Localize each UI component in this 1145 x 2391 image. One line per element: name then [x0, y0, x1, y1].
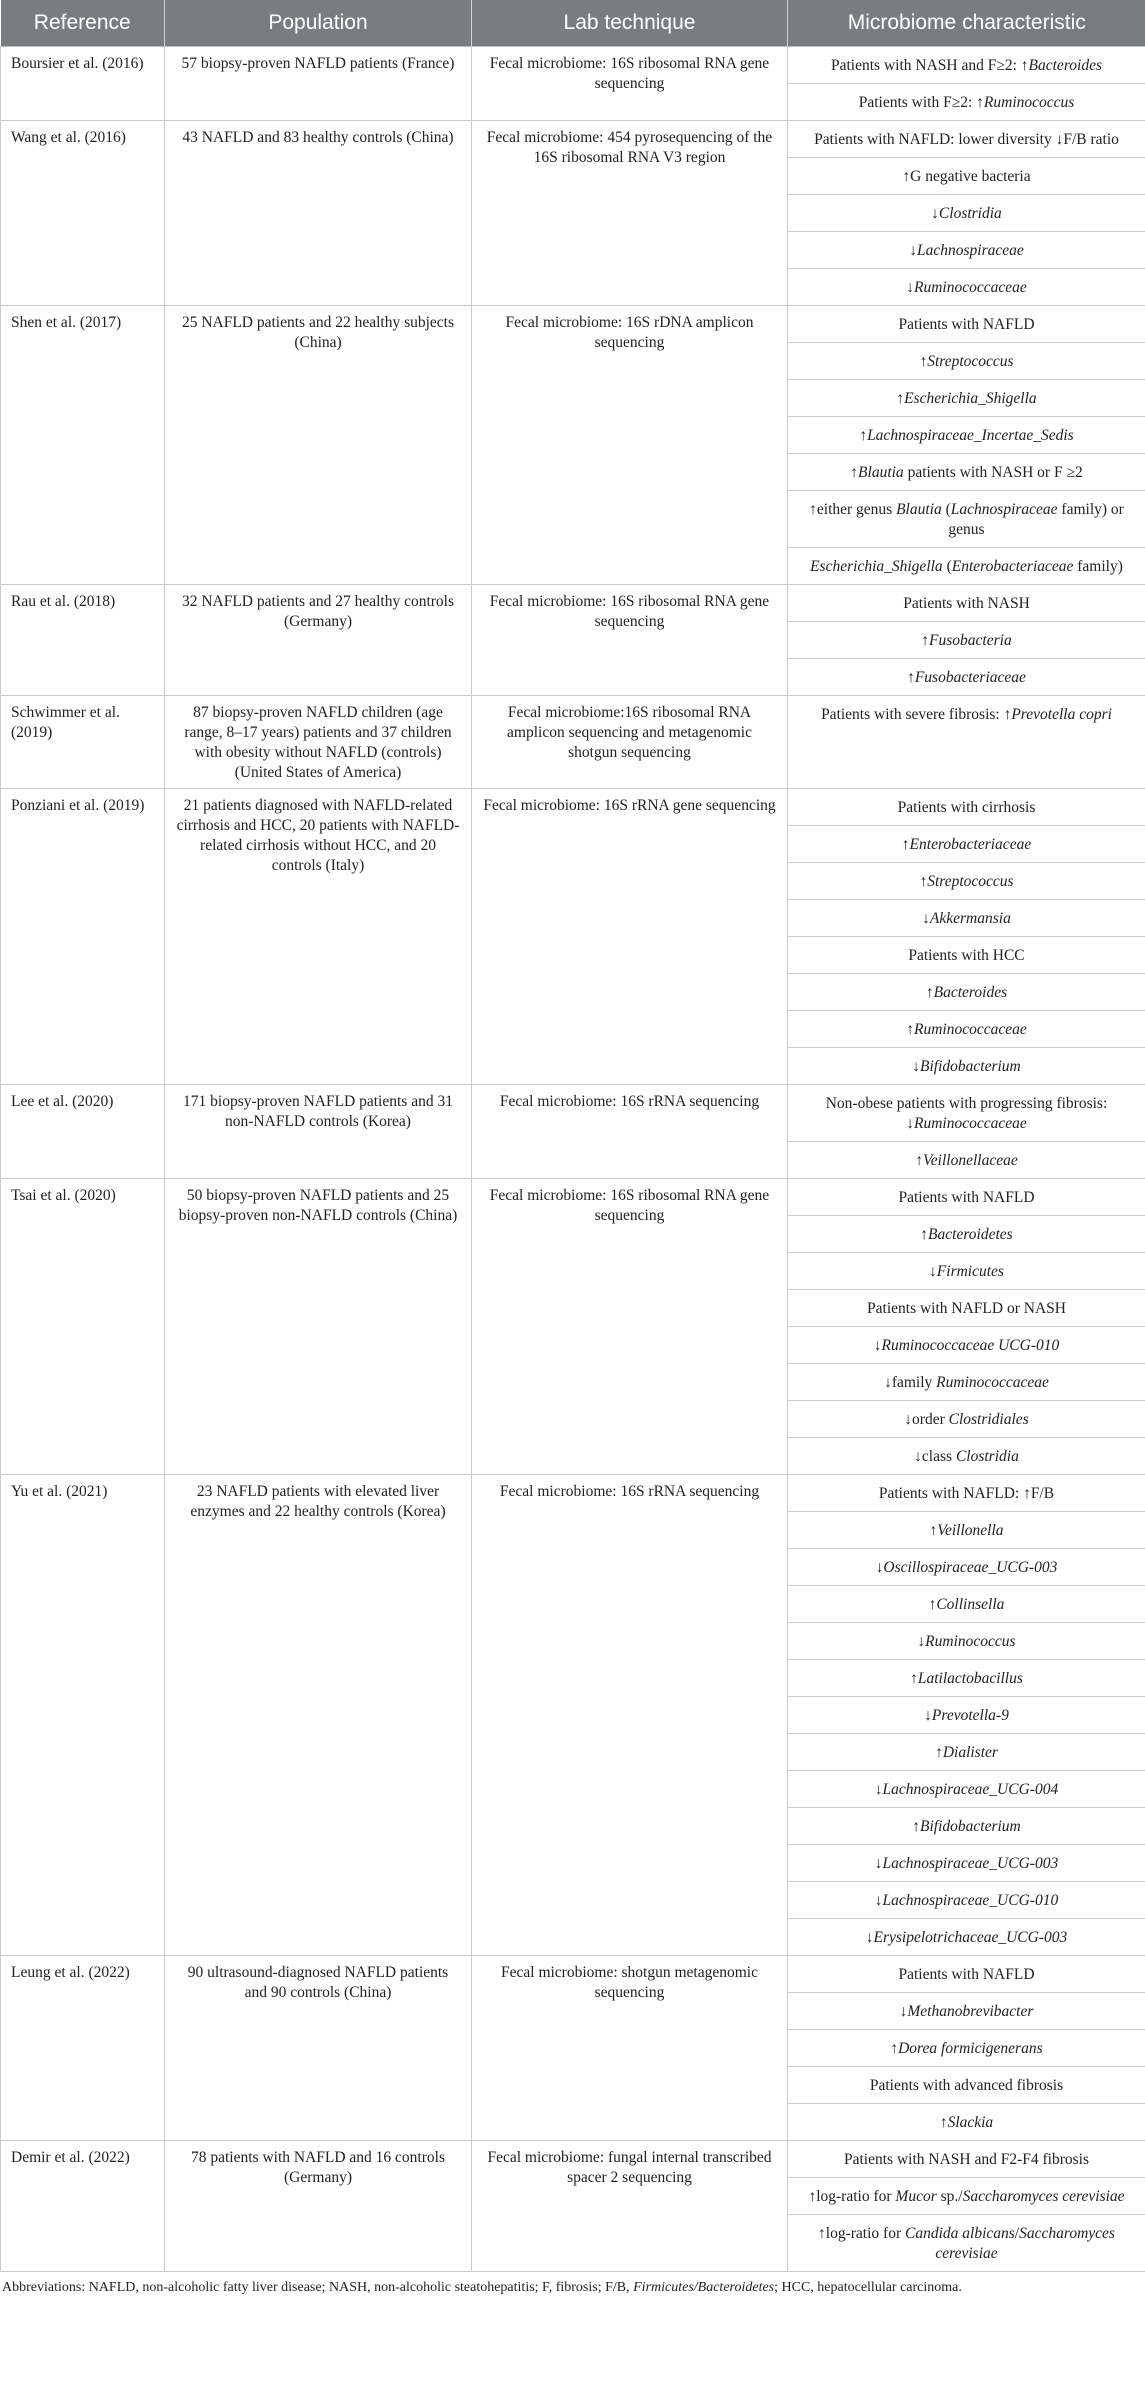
lab-technique-cell: Fecal microbiome: fungal internal transcribed spacer 2 sequencing — [472, 2141, 788, 2272]
table-row — [1, 1475, 1145, 1512]
reference-cell: Demir et al. (2022) — [1, 2141, 165, 2272]
microbiome-finding-cell: ↑Slackia — [788, 2104, 1145, 2141]
lab-technique-cell: Fecal microbiome:16S ribosomal RNA amplicon sequencing and metagenomic shotgun sequencing — [472, 696, 788, 789]
microbiome-finding-cell: ↑Enterobacteriaceae — [788, 826, 1145, 863]
lab-technique-cell: Fecal microbiome: 16S ribosomal RNA gene sequencing — [472, 1179, 788, 1475]
population-cell: 78 patients with NAFLD and 16 controls (Germany) — [165, 2141, 472, 2272]
reference-cell: Ponziani et al. (2019) — [1, 789, 165, 1085]
microbiome-finding-cell: ↑Dialister — [788, 1734, 1145, 1771]
reference-cell: Boursier et al. (2016) — [1, 47, 165, 121]
table-row — [1, 1956, 1145, 1993]
microbiome-finding-cell: ↑Veillonella — [788, 1512, 1145, 1549]
microbiome-finding-cell: ↑G negative bacteria — [788, 158, 1145, 195]
microbiome-finding-cell: Patients with NASH and F≥2: ↑Bacteroides — [788, 47, 1145, 84]
microbiome-finding-cell: Patients with NASH and F2-F4 fibrosis — [788, 2141, 1145, 2178]
microbiome-finding-cell: ↑Latilactobacillus — [788, 1660, 1145, 1697]
population-cell: 87 biopsy-proven NAFLD children (age range, 8–17 years) patients and 37 children with obesity without NAFLD (controls) (United States of America) — [165, 696, 472, 789]
population-cell: 171 biopsy-proven NAFLD patients and 31 non-NAFLD controls (Korea) — [165, 1085, 472, 1179]
microbiome-finding-cell: ↑Dorea formicigenerans — [788, 2030, 1145, 2067]
microbiome-finding-cell: ↑either genus Blautia (Lachnospiraceae family) or genus — [788, 491, 1145, 548]
lab-technique-cell: Fecal microbiome: 16S rDNA amplicon sequencing — [472, 306, 788, 585]
microbiome-finding-cell: Patients with severe fibrosis: ↑Prevotella copri — [788, 696, 1145, 789]
microbiome-finding-cell: Non-obese patients with progressing fibrosis: ↓Ruminococcaceae — [788, 1085, 1145, 1142]
microbiome-finding-cell: ↓Bifidobacterium — [788, 1048, 1145, 1085]
microbiome-finding-cell: ↓Lachnospiraceae_UCG-010 — [788, 1882, 1145, 1919]
microbiome-finding-cell: ↑Ruminococcaceae — [788, 1011, 1145, 1048]
lab-technique-cell: Fecal microbiome: 454 pyrosequencing of the 16S ribosomal RNA V3 region — [472, 121, 788, 306]
microbiome-finding-cell: ↑log-ratio for Mucor sp./Saccharomyces cerevisiae — [788, 2178, 1145, 2215]
reference-cell: Rau et al. (2018) — [1, 585, 165, 696]
table-row — [1, 1085, 1145, 1142]
table-header — [1, 0, 1145, 47]
microbiome-finding-cell: ↑Bacteroides — [788, 974, 1145, 1011]
lab-technique-cell: Fecal microbiome: 16S rRNA sequencing — [472, 1475, 788, 1956]
table-row — [1, 121, 1145, 158]
microbiome-finding-cell: ↓Clostridia — [788, 195, 1145, 232]
microbiome-finding-cell: ↓Lachnospiraceae — [788, 232, 1145, 269]
header-population: Population — [165, 0, 472, 47]
microbiome-finding-cell: ↑Veillonellaceae — [788, 1142, 1145, 1179]
microbiome-finding-cell: ↓Ruminococcaceae — [788, 269, 1145, 306]
population-cell: 50 biopsy-proven NAFLD patients and 25 biopsy-proven non-NAFLD controls (China) — [165, 1179, 472, 1475]
microbiome-finding-cell: Escherichia_Shigella (Enterobacteriaceae family) — [788, 548, 1145, 585]
header-reference: Reference — [1, 0, 165, 47]
population-cell: 90 ultrasound-diagnosed NAFLD patients and 90 controls (China) — [165, 1956, 472, 2141]
microbiome-finding-cell: Patients with NAFLD: lower diversity ↓F/B ratio — [788, 121, 1145, 158]
microbiome-finding-cell: ↑Fusobacteriaceae — [788, 659, 1145, 696]
header-microbiome-characteristic: Microbiome characteristic — [788, 0, 1145, 47]
lab-technique-cell: Fecal microbiome: 16S ribosomal RNA gene sequencing — [472, 585, 788, 696]
reference-cell: Lee et al. (2020) — [1, 1085, 165, 1179]
lab-technique-cell: Fecal microbiome: 16S rRNA gene sequencing — [472, 789, 788, 1085]
microbiome-finding-cell: ↑Collinsella — [788, 1586, 1145, 1623]
microbiome-finding-cell: ↑Bifidobacterium — [788, 1808, 1145, 1845]
reference-cell: Leung et al. (2022) — [1, 1956, 165, 2141]
microbiome-finding-cell: Patients with NAFLD — [788, 1956, 1145, 1993]
microbiome-finding-cell: Patients with HCC — [788, 937, 1145, 974]
microbiome-finding-cell: Patients with NAFLD — [788, 306, 1145, 343]
microbiome-finding-cell: ↓Lachnospiraceae_UCG-003 — [788, 1845, 1145, 1882]
population-cell: 57 biopsy-proven NAFLD patients (France) — [165, 47, 472, 121]
population-cell: 21 patients diagnosed with NAFLD-related cirrhosis and HCC, 20 patients with NAFLD-related cirrhosis without HCC, and 20 controls (Italy) — [165, 789, 472, 1085]
table-row — [1, 789, 1145, 826]
microbiome-finding-cell: Patients with NASH — [788, 585, 1145, 622]
population-cell: 43 NAFLD and 83 healthy controls (China) — [165, 121, 472, 306]
microbiome-finding-cell: Patients with NAFLD: ↑F/B — [788, 1475, 1145, 1512]
reference-cell: Tsai et al. (2020) — [1, 1179, 165, 1475]
population-cell: 23 NAFLD patients with elevated liver enzymes and 22 healthy controls (Korea) — [165, 1475, 472, 1956]
microbiome-finding-cell: ↓Lachnospiraceae_UCG-004 — [788, 1771, 1145, 1808]
header-lab-technique: Lab technique — [472, 0, 788, 47]
microbiome-finding-cell: ↓Erysipelotrichaceae_UCG-003 — [788, 1919, 1145, 1956]
header-row — [1, 0, 1145, 47]
reference-cell: Yu et al. (2021) — [1, 1475, 165, 1956]
microbiome-finding-cell: ↑Lachnospiraceae_Incertae_Sedis — [788, 417, 1145, 454]
microbiome-finding-cell: ↑Blautia patients with NASH or F ≥2 — [788, 454, 1145, 491]
microbiome-finding-cell: ↓Ruminococcus — [788, 1623, 1145, 1660]
reference-cell: Schwimmer et al. (2019) — [1, 696, 165, 789]
table-row — [1, 585, 1145, 622]
microbiome-finding-cell: Patients with cirrhosis — [788, 789, 1145, 826]
table-body — [1, 47, 1145, 2272]
microbiome-finding-cell: ↑Bacteroidetes — [788, 1216, 1145, 1253]
microbiome-finding-cell: ↓family Ruminococcaceae — [788, 1364, 1145, 1401]
microbiome-finding-cell: ↑Streptococcus — [788, 343, 1145, 380]
lab-technique-cell: Fecal microbiome: shotgun metagenomic sequencing — [472, 1956, 788, 2141]
lab-technique-cell: Fecal microbiome: 16S rRNA sequencing — [472, 1085, 788, 1179]
reference-cell: Shen et al. (2017) — [1, 306, 165, 585]
microbiome-finding-cell: ↓Firmicutes — [788, 1253, 1145, 1290]
microbiome-finding-cell: ↑Streptococcus — [788, 863, 1145, 900]
table-row — [1, 696, 1145, 789]
microbiome-finding-cell: ↑log-ratio for Candida albicans/Saccharomyces cerevisiae — [788, 2215, 1145, 2272]
microbiome-finding-cell: ↓order Clostridiales — [788, 1401, 1145, 1438]
microbiome-finding-cell: ↓Prevotella-9 — [788, 1697, 1145, 1734]
microbiome-finding-cell: ↓Ruminococcaceae UCG-010 — [788, 1327, 1145, 1364]
population-cell: 32 NAFLD patients and 27 healthy controls (Germany) — [165, 585, 472, 696]
footnote: Abbreviations: NAFLD, non-alcoholic fatty liver disease; NASH, non-alcoholic steatohepatitis; F, fibrosis; F/B, Firmicutes/Bacteroidetes; HCC, hepatocellular carcinoma. — [2, 2280, 962, 2295]
microbiome-finding-cell: ↓Oscillospiraceae_UCG-003 — [788, 1549, 1145, 1586]
table-row — [1, 2141, 1145, 2178]
microbiome-finding-cell: Patients with NAFLD or NASH — [788, 1290, 1145, 1327]
table-row — [1, 306, 1145, 343]
microbiome-finding-cell: ↓Akkermansia — [788, 900, 1145, 937]
microbiome-finding-cell: Patients with advanced fibrosis — [788, 2067, 1145, 2104]
microbiome-finding-cell: ↓Methanobrevibacter — [788, 1993, 1145, 2030]
microbiome-finding-cell: ↑Fusobacteria — [788, 622, 1145, 659]
lab-technique-cell: Fecal microbiome: 16S ribosomal RNA gene sequencing — [472, 47, 788, 121]
reference-cell: Wang et al. (2016) — [1, 121, 165, 306]
table-row — [1, 47, 1145, 84]
microbiome-finding-cell: Patients with F≥2: ↑Ruminococcus — [788, 84, 1145, 121]
microbiome-finding-cell: ↓class Clostridia — [788, 1438, 1145, 1475]
microbiome-finding-cell: Patients with NAFLD — [788, 1179, 1145, 1216]
population-cell: 25 NAFLD patients and 22 healthy subjects (China) — [165, 306, 472, 585]
microbiome-finding-cell: ↑Escherichia_Shigella — [788, 380, 1145, 417]
table-row — [1, 1179, 1145, 1216]
